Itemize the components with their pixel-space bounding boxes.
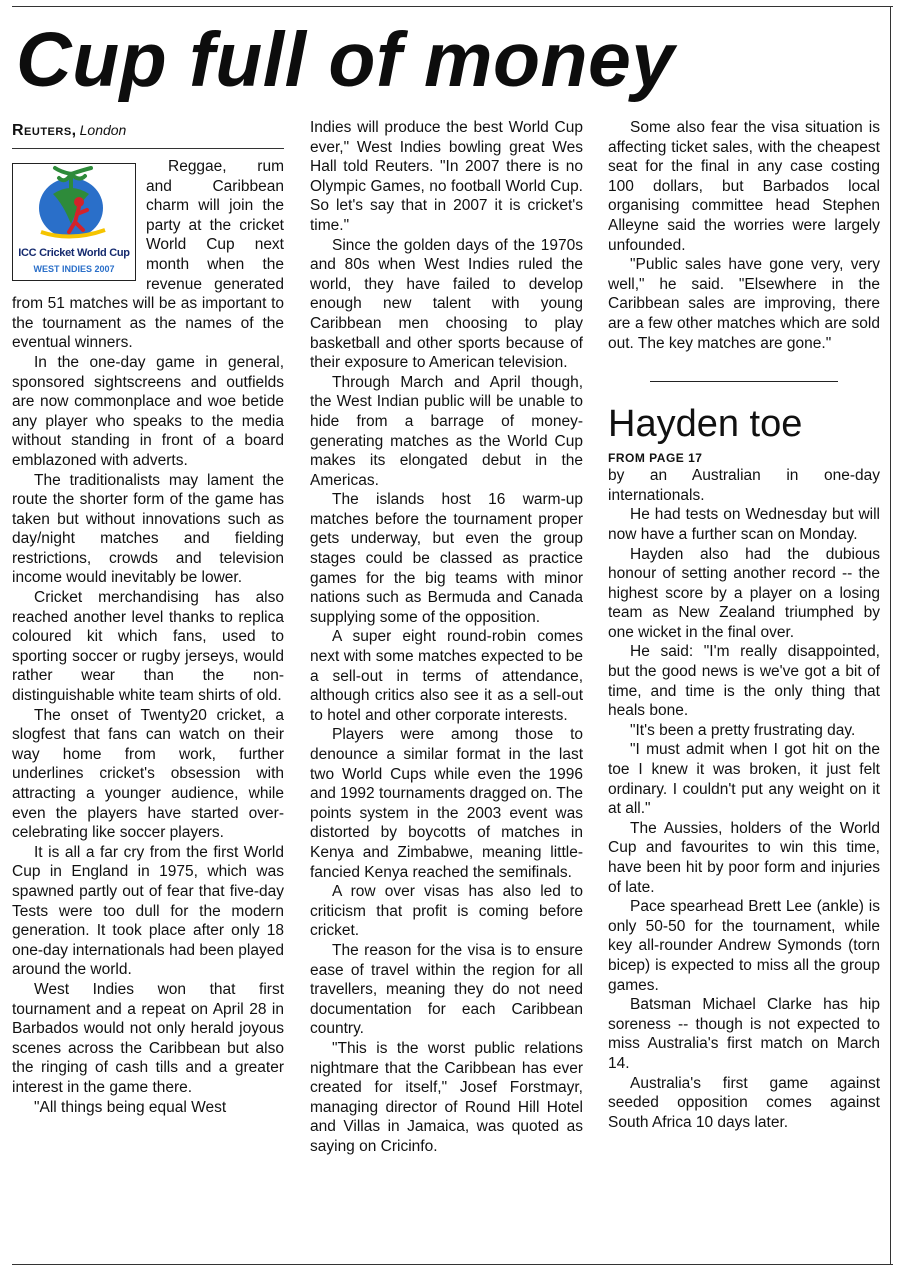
- bottom-rule: [12, 1264, 893, 1265]
- article-paragraph: Reggae, rum and Caribbean charm will join the party at the cricket World Cup next month when the revenue generated from 51 matches will be as important to the tournament as the names of the eventual winners.: [12, 158, 284, 352]
- article-paragraph: "All things being equal West: [34, 1098, 227, 1116]
- continuation-paragraph: Batsman Michael Clarke has hip soreness -- though is not expected to miss Australia's first match on March 14.: [608, 996, 880, 1072]
- byline: [12, 120, 284, 141]
- article-paragraph: The reason for the visa is to ensure ease of travel within the region for all travellers, meaning they do not need documentation for each Caribbean country.: [310, 941, 583, 1038]
- world-cup-logo-art: [13, 164, 135, 244]
- article-paragraph: Indies will produce the best World Cup ever," West Indies bowling great Wes Hall told Reuters. "In 2007 there is no Olympic Games, no football World Cup. So let's say that in 2007 it is cricket's time.": [310, 119, 583, 234]
- article-paragraph: Cricket merchandising has also reached another level thanks to replica coloured kit which fans, used to sporting soccer or rugby jerseys, would rather wear than the non-distinguishable white team shirts of old.: [12, 589, 284, 705]
- column-2: [310, 118, 583, 1156]
- article-paragraph: The islands host 16 warm-up matches before the tournament proper gets underway, but even the group stages could be classed as practice games for the big teams with minor nations such as Bermuda and Canada supplying some of the opposition.: [310, 491, 583, 626]
- article-paragraph: "This is the worst public relations nightmare that the Caribbean has ever created for itself," Josef Forstmayr, managing director of Round Hill Hotel and Villas in Jamaica, was quoted as saying on Cricinfo.: [310, 1039, 583, 1155]
- logo-subtitle: WEST INDIES 2007: [33, 264, 115, 274]
- byline-city: London: [79, 122, 127, 138]
- top-rule: [12, 6, 893, 7]
- continuation-paragraph: He had tests on Wednesday but will now have a further scan on Monday.: [608, 506, 880, 543]
- continuation-paragraph: Hayden also had the dubious honour of setting another record -- the highest score by a player on a losing team as New Zealand triumphed by one wicket in the final over.: [608, 545, 880, 641]
- section-separator: [650, 381, 838, 382]
- continuation-paragraph: Pace spearhead Brett Lee (ankle) is only 50-50 for the tournament, while key all-rounder Andrew Symonds (torn bicep) is expected to miss all the group games.: [608, 898, 880, 994]
- byline-agency: Reuters,: [12, 122, 77, 139]
- continuation-paragraph: He said: "I'm really disappointed, but the good news is we've got a bit of time, and time is the only thing that heals bone.: [608, 643, 880, 720]
- column-1: [12, 118, 284, 1117]
- continuation-paragraph: "It's been a pretty frustrating day.: [630, 721, 856, 739]
- article-paragraph: Some also fear the visa situation is affecting ticket sales, with the cheapest seat for the final in any case costing 100 dollars, but Barbados local organising committee head Stephen Alleyne said the worries were largely unfounded.: [608, 119, 880, 254]
- article-paragraph: A super eight round-robin comes next with some matches expected to be a sell-out in terms of attendance, although critics also see it as a sell-out to hotel and other corporate interests.: [310, 628, 583, 724]
- headline: Cup full of money: [16, 17, 675, 103]
- article-paragraph: The traditionalists may lament the route the shorter form of the game has taken but without innovations such as day/night matches and fielding restrictions, crowds and television income would inevitably be lower.: [12, 471, 284, 587]
- continuation-headline: Hayden toe: [608, 403, 803, 446]
- column-3: [608, 118, 880, 1132]
- article-paragraph: It is all a far cry from the first World Cup in England in 1975, which was spawned partly out of fear that five-day Tests were too dull for the modern generation. It took place after only 18 one-day internationals had been played around the world.: [12, 843, 284, 979]
- continuation-paragraph: The Aussies, holders of the World Cup and favourites to win this time, have been hit by poor form and injuries of late.: [608, 819, 880, 896]
- continuation-paragraph: "I must admit when I got hit on the toe I knew it was broken, it just felt ordinary. I couldn't put any weight on it at all.": [608, 741, 880, 818]
- continuation-paragraph: Australia's first game against seeded opposition comes against South Africa 10 days later.: [608, 1074, 880, 1131]
- article-paragraph: A row over visas has also led to criticism that profit is coming before cricket.: [310, 883, 583, 940]
- article-paragraph: Players were among those to denounce a similar format in the last two World Cups while even the 1996 and 1992 tournaments dragged on. The points system in the 2003 event was distorted by boycotts of matches in Kenya and Zimbabwe, meaning little-fancied Kenya reached the semifinals.: [310, 726, 583, 881]
- article-paragraph: Since the golden days of the 1970s and 80s when West Indies ruled the world, they have failed to develop enough new talent with young Caribbean men choosing to play basketball and other sports because of their exposure to American television.: [310, 236, 583, 372]
- from-page-label: FROM PAGE 17: [608, 451, 703, 466]
- article-paragraph: In the one-day game in general, sponsored sightscreens and outfields are now commonplace and woe betide any player who speaks to the media without standing in front of a board emblazoned with adverts.: [12, 353, 284, 469]
- continuation-paragraph: by an Australian in one-day internationals.: [608, 467, 880, 504]
- article-paragraph: West Indies won that first tournament and a repeat on April 28 in Barbados would not only herald joyous scenes across the Caribbean but also the ringing of cash tills and a greater interest in the game there.: [12, 980, 284, 1096]
- logo-title: ICC Cricket World Cup: [18, 247, 130, 259]
- byline-rule: [12, 148, 284, 149]
- article-paragraph: The onset of Twenty20 cricket, a slogfest that fans can watch on their way home from work, further underlines cricket's obsession with attracting a younger audience, while even the players have started over-celebrating like soccer players.: [12, 706, 284, 842]
- right-rule: [890, 6, 891, 1264]
- article-paragraph: Through March and April though, the West Indian public will be unable to hide from a barrage of money-generating matches as the World Cup makes its elongated debut in the Americas.: [310, 373, 583, 489]
- article-paragraph: "Public sales have gone very, very well," he said. "Elsewhere in the Caribbean sales are improving, there are a few other matches which are sold out. The key matches are gone.": [608, 256, 880, 352]
- world-cup-logo: [12, 163, 136, 281]
